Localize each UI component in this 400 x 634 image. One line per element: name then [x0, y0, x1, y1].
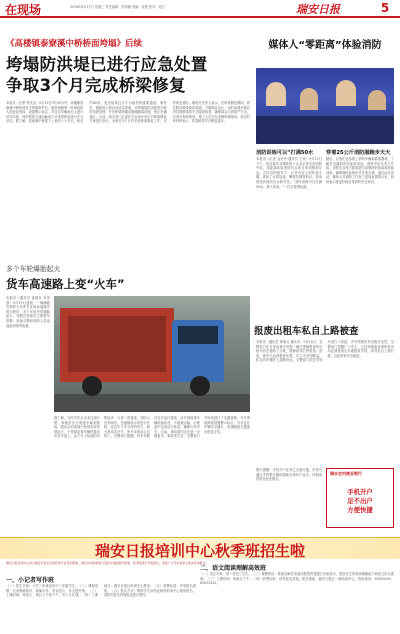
truck-caption-text: 本报讯（通讯员 莫继东 朱茂剑）9月19日凌晨，一辆满载货物的大货车在沈海高速瑞安段行驶时，多个车轮突然爆胎起火，驾驶员发现后立即停车报警。高速交警和消防人员迅速赶到现场处置。: [6, 296, 50, 328]
ad-line-3: 方便快捷: [347, 506, 373, 514]
lead-kicker: 《高楼镇泰寮溪中桥桥面垮塌》后续: [6, 39, 143, 49]
lead-headline-2: 争取3个月完成桥梁修复: [6, 76, 186, 95]
class-1-title: 一、小记者写作班: [6, 577, 55, 584]
media-subhead-2: 穿着25公斤消防服跑步天天: [326, 150, 391, 156]
promo-intro: 瑞安日报培训中心是以瑞安日报社为依托的专业培训机构，拥有优秀的师资力量和丰富的教学经验，秋季班现已开始招生，欢迎广大学生和家长前来咨询报名。: [6, 561, 209, 565]
paper-logo: 瑞安日报: [296, 3, 340, 16]
truck-caption: [6, 296, 50, 446]
lead-body: [6, 101, 250, 241]
media-photo: [256, 68, 394, 144]
ad-line-2: 足不出户: [347, 497, 373, 505]
media-body-1: 本报讯（记者 金丹丹 通讯员 王家）9月13日下午，来自瑞安各媒体的十余名记者走进消防中队，零距离体验消防官兵的日常训练和生活。在队员的指导下，记者们穿上消防战斗服，体验了水带连接、攀爬拉梯等科目，切身感受到消防官兵的辛苦。“消防训练可以打满50水，真不容易。”一位记者感叹道。: [256, 157, 322, 189]
class-2-body: [200, 572, 394, 632]
lead-body-text: 本报讯（记者 郑光宝）9月13日7时30分许，高楼镇泰寮溪中桥桥面发生垮塌事件后，镇村两级第一时间组织人员赶赴现场，设置警示标志，对过往车辆和行人进行劝导分流，同时联系交通运输部门对受损桥梁进行安全评估。据了解，泰寮溪中桥建于上世纪八十年代，桥长约40米，是连接周边多个行政村的重要通道。事发后，镇政府立即启动应急预案，对垮塌段防洪堤进行临时加固处理，并在桥梁两端设置硬隔离设施，禁止车辆通行。目前，相关部门已委托专业设计单位对桥梁修复方案进行设计，争取在3个月内完成桥梁修复工作，尽快恢复通行。镇相关负责人表示，在桥梁修复期间，将在附近增设临时便道，方便群众出行，同时加强对辖区内其他桥梁的安全隐患排查，确保群众生命财产安全。记者在现场看到，施工人员正在清理垮塌现场，周边村民纷纷表示，希望桥梁早日修复通车。: [6, 101, 250, 124]
ad-side-text-body: 银行提醒：手机开户业务已全面开通，市民可通过手机银行随时随地办理开户业务，详情请咨询各营业网点。: [256, 468, 322, 482]
lead-headline-1: 垮塌防洪堤已进行应急处置: [6, 55, 208, 74]
truck-body: [54, 416, 250, 508]
ad-bank-name: 瑞丰农村商业银行: [330, 471, 362, 476]
taxi-body: [256, 340, 394, 460]
masthead: [0, 0, 400, 18]
taxi-title: 报废出租车私自上路被查: [254, 326, 359, 337]
media-title: 媒体人“零距离”体验消防: [268, 40, 382, 51]
class-2-title: 二、语文阅读理解高效班: [200, 565, 267, 572]
truck-photo: [54, 296, 250, 412]
page-number: 5: [380, 1, 390, 15]
class-2-body-text: （一）招生对象：初一至初三学生。（二）课程特色：系统讲解各类阅读题型的答题方法和技巧，提高学生的阅读理解能力和语文综合素养。（三）上课时间：每周日下午。（四）收费标准：详见报名须知。报名地址：瑞安日报社一楼培训中心。咨询电话：65800000、65813333。: [200, 572, 394, 586]
truck-kicker: 多个车轮爆胎起火: [6, 265, 61, 273]
promo-title: 瑞安日报培训中心秋季班招生啦: [94, 542, 305, 560]
promo-banner: [0, 537, 400, 559]
media-column-1: [256, 150, 322, 189]
media-body-2: 随后，记者们还参观了消防车辆和装备器材，了解各类器材的性能和用途。消防中队负责人介绍，消防官兵每天都要进行高强度的体能和技能训练，确保随时能够应对各类灾情。通过此次活动，媒体人对消防工作有了更加直观的认识，纷纷表示将更好地宣传消防安全知识。: [326, 157, 394, 184]
ad-side-text: [256, 468, 322, 528]
bank-ad[interactable]: [326, 468, 394, 528]
media-subhead-1: 消防训练可以“打满50水: [256, 150, 314, 156]
issue-date: 2016年6月27日 星期三 责任编辑：张明楠 美编：周蕾 校对：吴宏: [70, 5, 165, 9]
media-story: [254, 26, 396, 311]
truck-body-text: 据了解，当时货车正由北往南行驶，驾驶员在行驶途中闻到焦味，随后从后视镜中发现车轮冒烟起火，于是紧急将车辆停靠在应急车道上。由于车上装载的货物较多，火势一度蔓延。消防人员到场后，迅速铺设水带进行扑救，经过半个多小时的努力，明火被成功扑灭，所幸未造成人员伤亡。交警部门提醒，货车驾驶员在长途行驶前，应仔细检查车辆轮胎状况，不超载运输，行驶途中注意适当休息，确保行车安全。目前，事故原因正在进一步调查中。事故发生后，交警部门对现场进行了交通管制，并在事故路段设置警示标志，引导过往车辆安全通行，高速路段交通逐步恢复正常。: [54, 416, 250, 439]
section-title: 在现场: [5, 3, 42, 17]
media-column-2: [326, 150, 394, 185]
class-1-body: [6, 584, 196, 632]
ad-line-1: 手机开户: [347, 488, 373, 496]
class-1-body-text: （一）招生对象：小学三年级至初中二年级学生。（二）课程设置：记者基础知识、新闻写作、采访技巧、作文提升等。（三）上课时间：每周六、周日上午或下午，共十五次课。（四）上课地点：瑞安日报社培训中心教室。（五）收费标准：详见报名须知。（六）报名方式：携带学生身份证明到培训中心现场报名，或拨打报名咨询电话进行预约。: [6, 584, 196, 598]
taxi-body-text: 本报讯（通讯员 林旭元 谢永东）9月16日，交警部门在日常巡查中发现一辆已强制报废的出租车仍在道路上行驶，随即将其拦停检查。经查，该车已达到报废年限，车主为贪图利益，私自将车辆开上道路营运。交警部门依法对该车进行了扣留，并对驾驶员作出相应处罚。交警部门提醒广大车主，已达到报废标准的机动车必须按规定办理报废手续，切勿私自上路行驶，以免带来安全隐患。: [256, 340, 394, 363]
truck-title: 货车高速路上变“火车”: [6, 277, 125, 291]
